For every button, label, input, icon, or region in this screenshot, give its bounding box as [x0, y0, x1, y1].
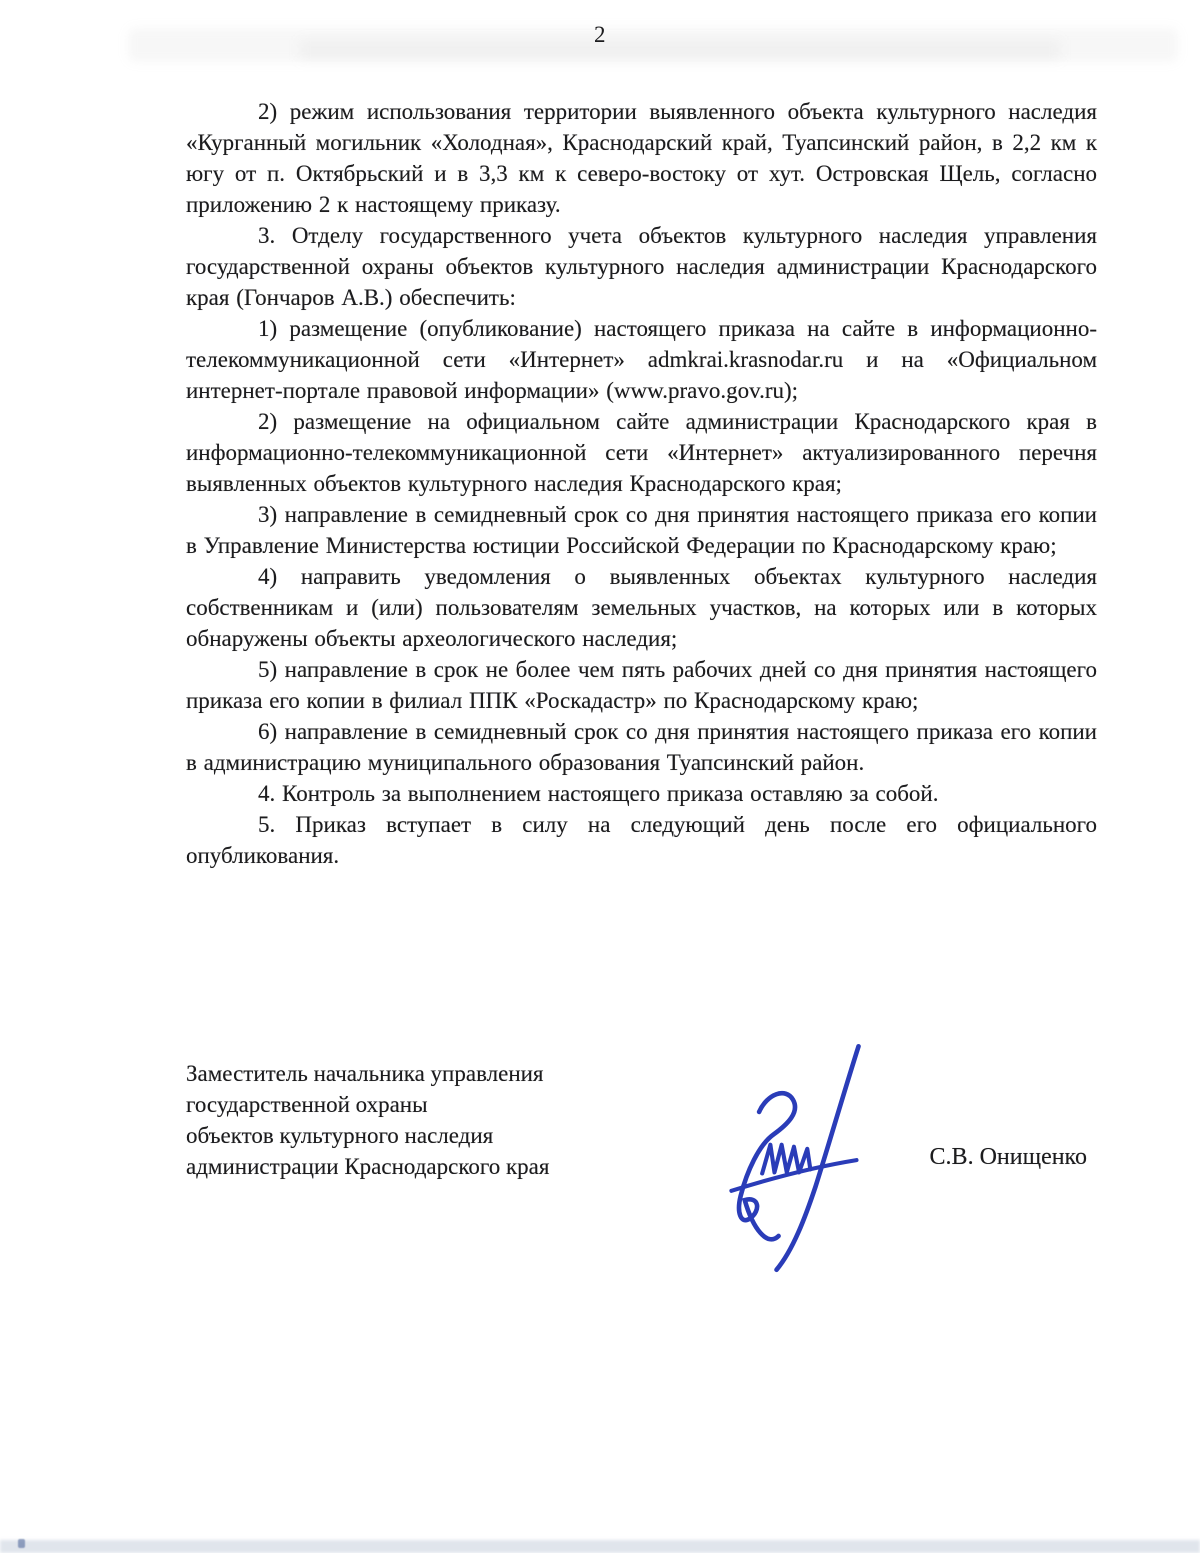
signature-ink: [714, 1038, 878, 1274]
scan-artifact-bottom: [0, 1540, 1200, 1553]
signature-area: [186, 1058, 1097, 1298]
paragraph: 4) направить уведомления о выявленных объектах культурного наследия собственникам и (или) пользователям земельных участков, на которых или в которых обнаружены объекты археологического наследия;: [186, 564, 1097, 651]
document-body: [186, 96, 1097, 871]
paragraph: 1) размещение (опубликование) настоящего приказа на сайте в информационно-телекоммуникационной сети «Интернет» admkrai.krasnodar.ru и на «Официальном интернет-портале правовой информации» (www.pravo.gov.ru);: [186, 316, 1097, 403]
paragraph: 5) направление в срок не более чем пять рабочих дней со дня принятия настоящего приказа его копии в филиал ППК «Роскадастр» по Краснодарскому краю;: [186, 657, 1097, 713]
signatory-title-line: государственной охраны: [186, 1092, 428, 1117]
scan-artifact-dot: [18, 1539, 25, 1548]
paragraph: 4. Контроль за выполнением настоящего приказа оставляю за собой.: [258, 781, 939, 806]
signatory-title-line: объектов культурного наследия: [186, 1123, 494, 1148]
paragraph: 6) направление в семидневный срок со дня принятия настоящего приказа его копии в администрацию муниципального образования Туапсинский район.: [186, 719, 1097, 775]
paragraph: 5. Приказ вступает в силу на следующий день после его официального опубликования.: [186, 812, 1097, 868]
signatory-title-line: администрации Краснодарского края: [186, 1154, 550, 1179]
paragraph: 2) размещение на официальном сайте администрации Краснодарского края в информационно-телекоммуникационной сети «Интернет» актуализированного перечня выявленных объектов культурного наследия Краснодарского края;: [186, 409, 1097, 496]
signatory-name: С.В. Онищенко: [929, 1144, 1087, 1170]
page-number: 2: [594, 22, 606, 47]
signatory-title-line: Заместитель начальника управления: [186, 1061, 544, 1086]
paragraph: 2) режим использования территории выявленного объекта культурного наследия «Курганный могильник «Холодная», Краснодарский край, Туапсинский район, в 2,2 км к югу от п. Октябрьский и в 3,3 км к северо-востоку от хут. Островская Щель, согласно приложению 2 к настоящему приказу.: [186, 99, 1097, 217]
paragraph: 3. Отделу государственного учета объектов культурного наследия управления государственной охраны объектов культурного наследия администрации Краснодарского края (Гончаров А.В.) обеспечить:: [186, 223, 1097, 310]
paragraph: 3) направление в семидневный срок со дня принятия настоящего приказа его копии в Управление Министерства юстиции Российской Федерации по Краснодарскому краю;: [186, 502, 1097, 558]
